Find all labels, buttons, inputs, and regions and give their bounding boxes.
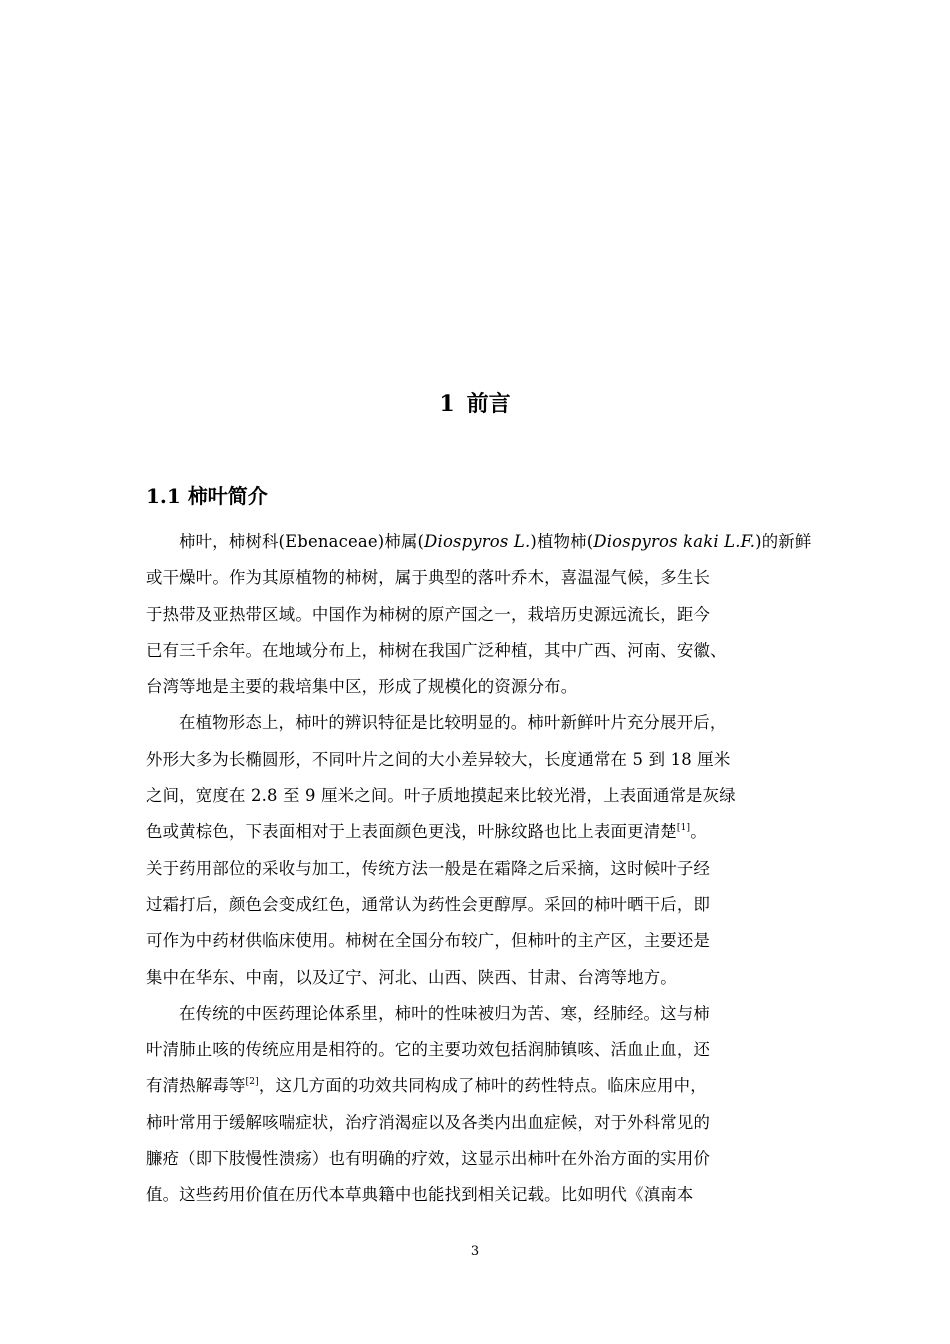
citation-ref-2: [2] <box>245 1077 259 1088</box>
chapter-heading <box>0 386 950 422</box>
section-heading: 1.1 柿叶简介 <box>146 484 268 508</box>
paragraph-1-line-5: 台湾等地是主要的栽培集中区，形成了规模化的资源分布。 <box>146 677 578 697</box>
text-run: 色或黄棕色，下表面相对于上表面颜色更浅，叶脉纹路也比上表面更清楚 <box>146 822 677 842</box>
citation-ref-1: [1] <box>676 823 691 834</box>
text-run: 有清热解毒等 <box>146 1076 246 1096</box>
paragraph-2-line-5: 关于药用部位的采收与加工，传统方法一般是在霜降之后采摘，这时候叶子经 <box>146 858 711 878</box>
paragraph-2-line-8: 集中在华东、中南，以及辽宁、河北、山西、陕西、甘肃、台湾等地方。 <box>146 967 677 987</box>
paragraph-2-line-6: 过霜打后，颜色会变成红色，通常认为药性会更醇厚。采回的柿叶晒干后，即 <box>146 894 711 914</box>
text-run: 柿叶，柿树科(Ebenaceae)柿属( <box>179 532 425 551</box>
paragraph-3-line-6: 值。这些药用价值在历代本草典籍中也能找到相关记载。比如明代《滇南本 <box>146 1185 694 1205</box>
paragraph-2-line-1: 在植物形态上，柿叶的辨识特征是比较明显的。柿叶新鲜叶片充分展开后， <box>179 713 727 733</box>
paragraph-2-line-7: 可作为中药材供临床使用。柿树在全国分布较广，但柿叶的主产区，主要还是 <box>146 931 711 951</box>
paragraph-2-line-3: 之间，宽度在 2.8 至 9 厘米之间。叶子质地摸起来比较光滑，上表面通常是灰绿 <box>146 786 736 806</box>
paragraph-3-line-3 <box>146 1068 806 1104</box>
paragraph-3-line-4: 柿叶常用于缓解咳喘症状，治疗消渴症以及各类内出血症候，对于外科常见的 <box>146 1112 711 1132</box>
paragraph-1-line-4: 已有三千余年。在地域分布上，柿树在我国广泛种植，其中广西、河南、安徽、 <box>146 640 727 660</box>
paragraph-1-line-3: 于热带及亚热带区域。中国作为柿树的原产国之一，栽培历史源远流长，距今 <box>146 604 711 624</box>
paragraph-3-line-2: 叶清肺止咳的传统应用是相符的。它的主要功效包括润肺镇咳、活血止血，还 <box>146 1040 711 1060</box>
paragraph-2-line-2: 外形大多为长椭圆形，不同叶片之间的大小差异较大，长度通常在 5 到 18 厘米 <box>146 749 731 769</box>
paragraph-1-line-1 <box>146 524 812 560</box>
paragraph-3-line-1: 在传统的中医药理论体系里，柿叶的性味被归为苦、寒，经肺经。这与柿 <box>179 1003 710 1023</box>
paragraph-1-line-2: 或干燥叶。作为其原植物的柿树，属于典型的落叶乔木，喜温湿气候，多生长 <box>146 568 711 588</box>
text-run: )的新鲜 <box>755 532 812 551</box>
body-text <box>146 524 812 1214</box>
paragraph-3-line-5: 臁疮（即下肢慢性溃疡）也有明确的疗效，这显示出柿叶在外治方面的实用价 <box>146 1149 711 1169</box>
species-name: Diospyros kaki L.F. <box>593 532 756 551</box>
chapter-number: 1 <box>439 391 455 417</box>
chapter-title: 前言 <box>466 391 511 417</box>
text-run: )植物柿( <box>530 532 594 551</box>
genus-name: Diospyros L. <box>424 532 531 551</box>
text-run: 。 <box>690 822 707 842</box>
paragraph-2-line-4 <box>146 814 806 850</box>
text-run: ，这几方面的功效共同构成了柿叶的药性特点。临床应用中， <box>258 1076 707 1096</box>
page-number: 3 <box>470 1244 480 1259</box>
